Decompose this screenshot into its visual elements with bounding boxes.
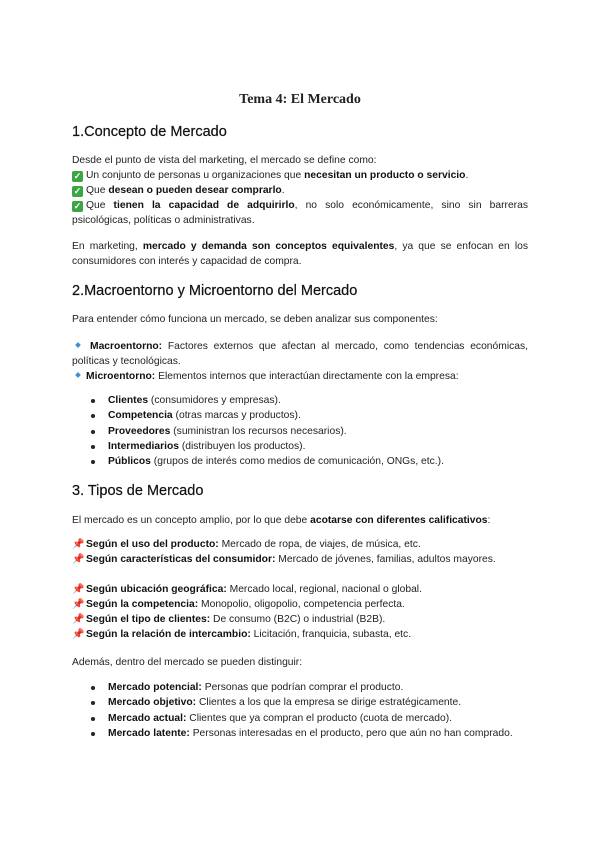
check-item: ✓ Que desean o pueden desear comprarlo. bbox=[73, 185, 285, 196]
market-types-list bbox=[72, 680, 528, 741]
pin-item: 📌 Según la relación de intercambio: Licitación, franquicia, subasta, etc. bbox=[72, 627, 528, 642]
macroentorno-item: Macroentorno: Factores externos que afectan al mercado, como tendencias económicas, políticas y tecnológicas. bbox=[72, 341, 528, 368]
pushpin-icon: 📌 bbox=[72, 599, 85, 610]
section3-intro: El mercado es un concepto amplio, por lo que debe acotarse con diferentes calificativos: bbox=[72, 515, 491, 526]
list-item: Mercado potencial: Personas que podrían comprar el producto. bbox=[72, 680, 528, 695]
bullet-icon bbox=[91, 732, 95, 736]
bullet-icon bbox=[91, 460, 95, 464]
microentorno-item: Microentorno: Elementos internos que interactúan directamente con la empresa: bbox=[72, 369, 528, 384]
pushpin-icon: 📌 bbox=[72, 629, 85, 640]
checkmark-icon: ✓ bbox=[73, 186, 82, 196]
check-item: ✓ Un conjunto de personas u organizaciones que necesitan un producto o servicio. bbox=[73, 170, 469, 181]
microentorno-list bbox=[72, 393, 528, 469]
section1-paragraph: En marketing, mercado y demanda son conceptos equivalentes, ya que se enfocan en los consumidores con interés y capacidad de compra. bbox=[72, 241, 528, 268]
bullet-icon bbox=[91, 717, 95, 721]
pushpin-icon: 📌 bbox=[72, 614, 85, 625]
diamond-icon bbox=[75, 372, 81, 378]
section1-intro: Desde el punto de vista del marketing, el mercado se define como: bbox=[72, 155, 377, 166]
pushpin-icon: 📌 bbox=[72, 584, 85, 595]
pin-item: 📌 Según características del consumidor: Mercado de jóvenes, familias, adultos mayores. bbox=[72, 552, 528, 567]
section1-heading: 1.Concepto de Mercado bbox=[72, 124, 227, 140]
pin-item: 📌 Según ubicación geográfica: Mercado local, regional, nacional o global. bbox=[72, 582, 528, 597]
check-item: ✓ Que tienen la capacidad de adquirirlo, no solo económicamente, sino sin barreras psicológicas, políticas o administrativas. bbox=[72, 200, 528, 227]
pushpin-icon: 📌 bbox=[72, 554, 85, 565]
pin-item: 📌 Según el uso del producto: Mercado de ropa, de viajes, de música, etc. bbox=[72, 537, 528, 552]
list-item: Públicos (grupos de interés como medios de comunicación, ONGs, etc.). bbox=[72, 454, 528, 469]
checkmark-icon: ✓ bbox=[73, 201, 82, 211]
list-item: Mercado objetivo: Clientes a los que la empresa se dirige estratégicamente. bbox=[72, 695, 528, 710]
diamond-icon bbox=[75, 342, 81, 348]
bullet-icon bbox=[91, 430, 95, 434]
bullet-icon bbox=[91, 701, 95, 705]
list-item: Mercado actual: Clientes que ya compran el producto (cuota de mercado). bbox=[72, 711, 528, 726]
list-item: Proveedores (suministran los recursos necesarios). bbox=[72, 424, 528, 439]
section2-intro: Para entender cómo funciona un mercado, se deben analizar sus componentes: bbox=[72, 314, 438, 325]
pin-item: 📌 Según el tipo de clientes: De consumo (B2C) o industrial (B2B). bbox=[72, 612, 528, 627]
document-title: Tema 4: El Mercado bbox=[239, 92, 361, 107]
pushpin-icon: 📌 bbox=[72, 539, 85, 550]
list-item: Clientes (consumidores y empresas). bbox=[72, 393, 528, 408]
list-item: Competencia (otras marcas y productos). bbox=[72, 408, 528, 423]
bullet-icon bbox=[91, 414, 95, 418]
section2-heading: 2.Macroentorno y Microentorno del Mercado bbox=[72, 283, 358, 299]
pin-item: 📌 Según la competencia: Monopolio, oligopolio, competencia perfecta. bbox=[72, 597, 528, 612]
checkmark-icon: ✓ bbox=[73, 171, 82, 181]
bullet-icon bbox=[91, 399, 95, 403]
section3-also: Además, dentro del mercado se pueden distinguir: bbox=[72, 657, 303, 668]
bullet-icon bbox=[91, 445, 95, 449]
list-item: Intermediarios (distribuyen los productos). bbox=[72, 439, 528, 454]
list-item: Mercado latente: Personas interesadas en el producto, pero que aún no han comprado. bbox=[72, 726, 528, 741]
section3-heading: 3. Tipos de Mercado bbox=[72, 483, 204, 499]
bullet-icon bbox=[91, 686, 95, 690]
